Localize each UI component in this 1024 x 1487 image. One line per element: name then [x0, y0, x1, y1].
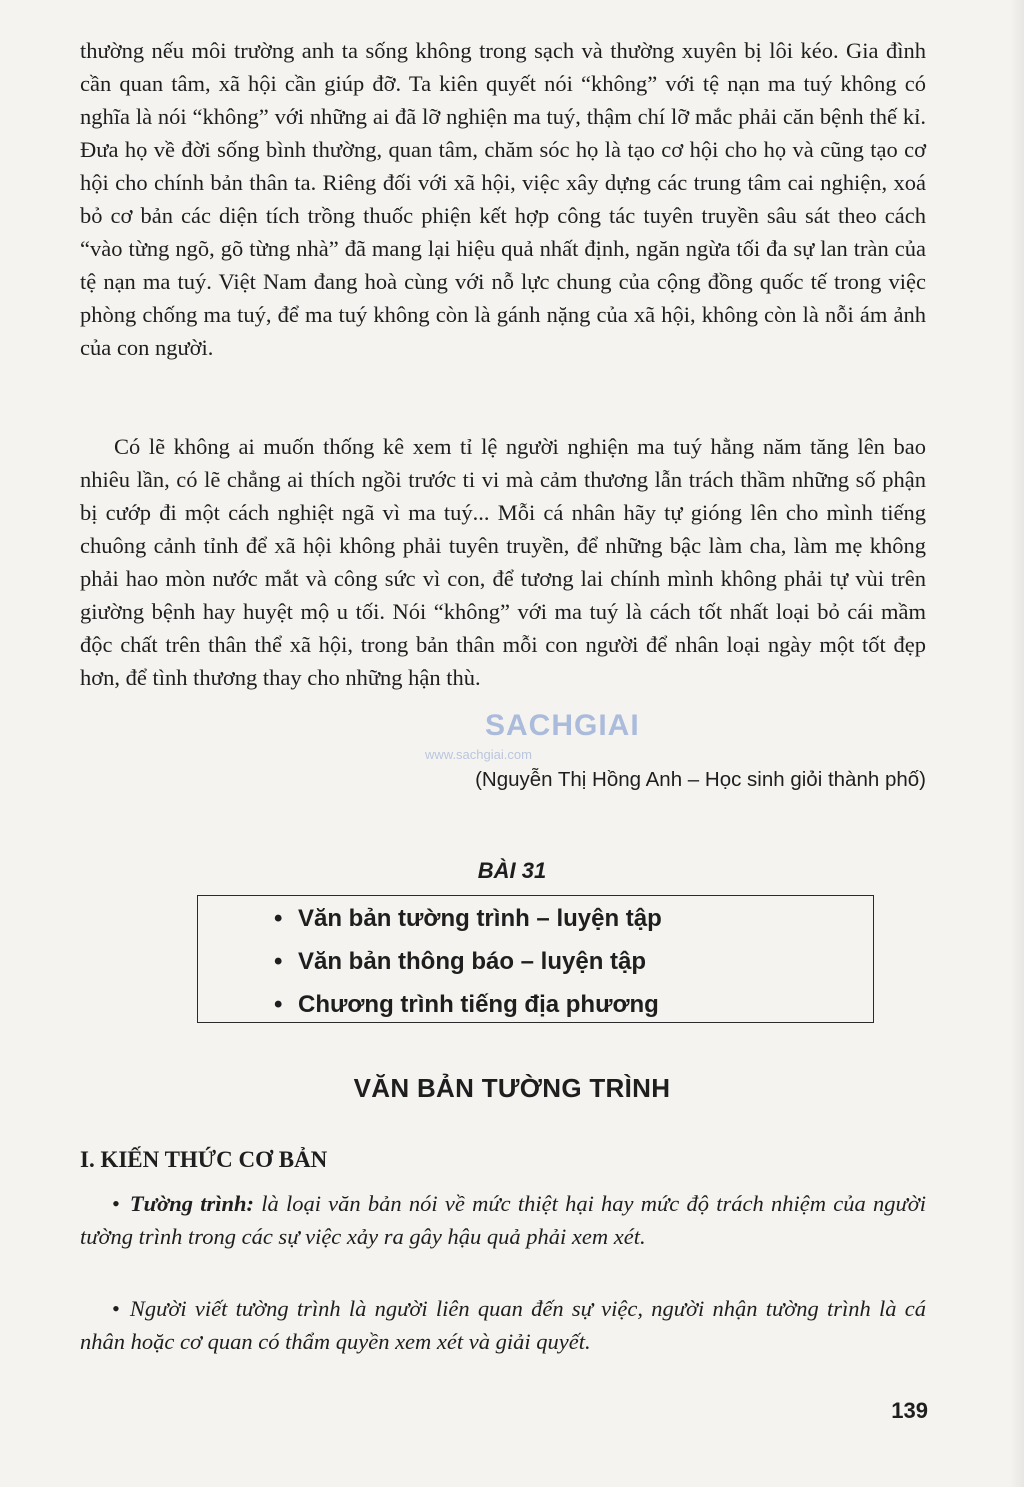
lesson-topic-label: Chương trình tiếng địa phương — [298, 991, 659, 1018]
definition-item — [80, 1187, 926, 1253]
lesson-topic — [274, 948, 646, 976]
bullet-icon: • — [112, 1296, 120, 1321]
page-edge-shadow — [1010, 0, 1024, 1487]
lesson-topics-box — [197, 895, 874, 1023]
lesson-topic-label: Văn bản tường trình – luyện tập — [298, 905, 662, 932]
lesson-title: BÀI 31 — [477, 858, 547, 883]
definition-item — [80, 1292, 926, 1358]
bullet-icon: • — [274, 991, 283, 1018]
definition-term: Tường trình: — [129, 1191, 254, 1216]
bullet-icon: • — [274, 905, 283, 932]
watermark-url: www.sachgiai.com — [425, 747, 532, 762]
bullet-icon: • — [274, 948, 283, 975]
body-paragraph-2: Có lẽ không ai muốn thống kê xem tỉ lệ người nghiện ma tuý hằng năm tăng lên bao nhiêu lần, có lẽ chẳng ai thích ngồi trước ti vi mà cảm thương lẫn trách thầm những số phận bị cướp đi một cách nghiệt ngã vì ma tuý... Mỗi cá nhân hãy tự gióng lên cho mình tiếng chuông cảnh tỉnh để xã hội không phải tuyên truyền, để những bậc làm cha, làm mẹ không phải hao mòn nước mắt và công sức vì con, để tương lai chính mình không phải tự vùi trên giường bệnh hay huyệt mộ u tối. Nói “không” với ma tuý là cách tốt nhất loại bỏ cái mầm độc chất trên thân thể xã hội, trong bản thân mỗi con người để nhân loại ngày một tốt đẹp hơn, để tình thương thay cho những hận thù. — [80, 434, 926, 690]
page-number: 139 — [891, 1398, 928, 1423]
subsection-title: I. KIẾN THỨC CƠ BẢN — [80, 1147, 328, 1172]
lesson-topic — [274, 905, 662, 933]
lesson-topic — [274, 991, 659, 1019]
definition-text: Người viết tường trình là người liên quan đến sự việc, người nhận tường trình là cá nhân hoặc cơ quan có thẩm quyền xem xét và giải quyết. — [80, 1296, 926, 1354]
author-attribution: (Nguyễn Thị Hồng Anh – Học sinh giỏi thành phố) — [475, 768, 926, 791]
site-watermark — [425, 697, 645, 777]
section-title: VĂN BẢN TƯỜNG TRÌNH — [353, 1073, 671, 1103]
definition-text: là loại văn bản nói về mức thiệt hại hay mức độ trách nhiệm của người tường trình trong các sự việc xảy ra gây hậu quả phải xem xét. — [80, 1191, 926, 1249]
watermark-text: SACHGIAI — [485, 709, 640, 742]
lesson-topic-label: Văn bản thông báo – luyện tập — [298, 948, 647, 975]
bullet-icon: • — [112, 1191, 120, 1216]
body-paragraph-1: thường nếu môi trường anh ta sống không trong sạch và thường xuyên bị lôi kéo. Gia đình cần quan tâm, xã hội cần giúp đỡ. Ta kiên quyết nói “không” với tệ nạn ma tuý không có nghĩa là nói “không” với những ai đã lỡ nghiện ma tuý, thậm chí lỡ mắc phải căn bệnh thế kỉ. Đưa họ về đời sống bình thường, quan tâm, chăm sóc họ là tạo cơ hội cho họ và cũng tạo cơ hội cho chính bản thân ta. Riêng đối với xã hội, việc xây dựng các trung tâm cai nghiện, xoá bỏ cơ bản các diện tích trồng thuốc phiện kết hợp công tác tuyên truyền sâu sát theo cách “vào từng ngõ, gõ từng nhà” đã mang lại hiệu quả nhất định, ngăn ngừa tối đa sự lan tràn của tệ nạn ma tuý. Việt Nam đang hoà cùng với nỗ lực chung của cộng đồng quốc tế trong việc phòng chống ma tuý, để ma tuý không còn là gánh nặng của xã hội, không còn là nỗi ám ảnh của con người. — [80, 38, 926, 360]
